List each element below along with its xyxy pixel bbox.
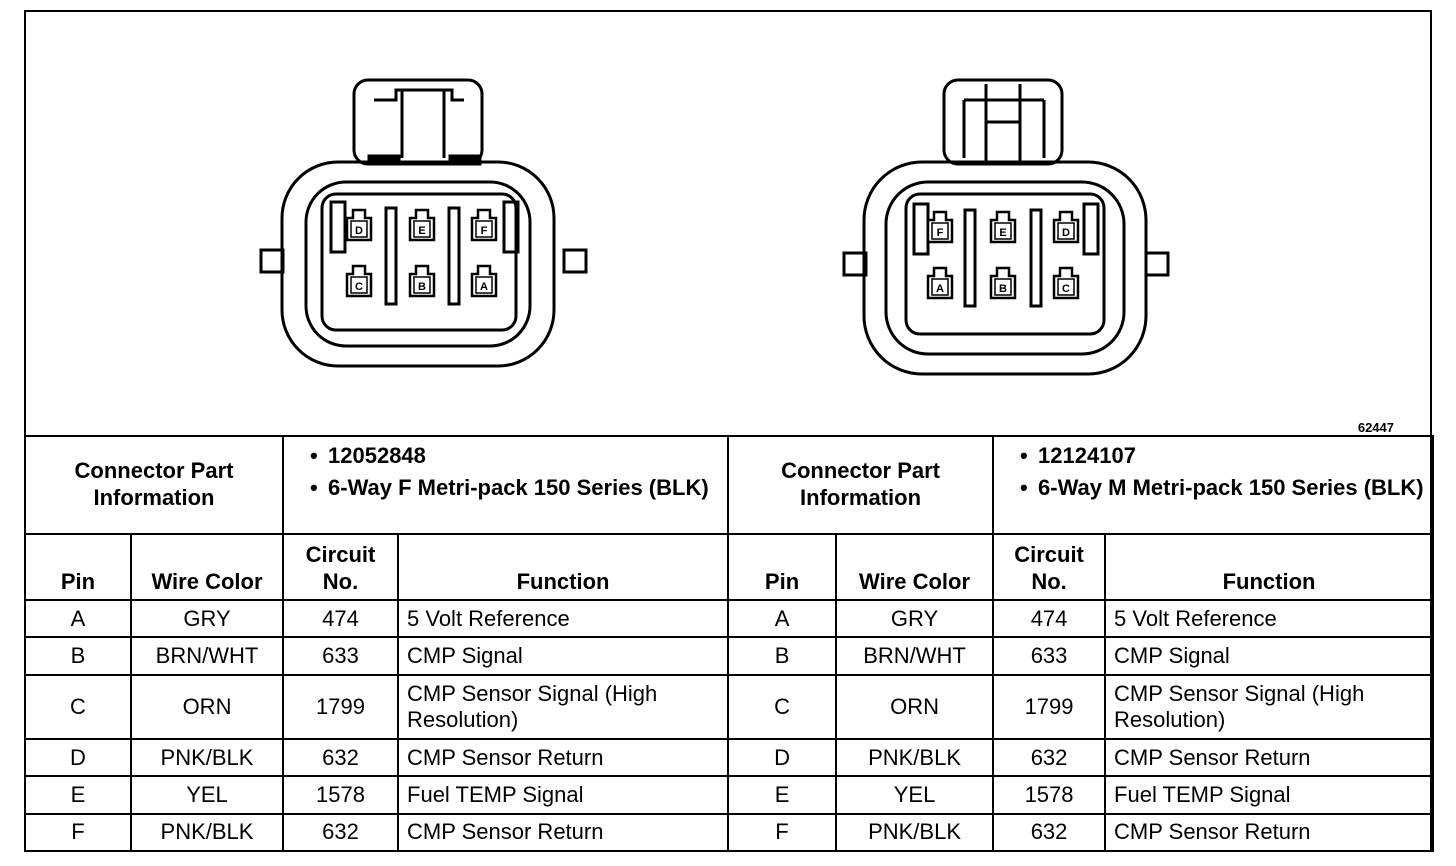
right-circuit-cell: 632	[993, 814, 1105, 851]
pin-cavity-f	[928, 212, 952, 242]
right-circuit-cell: 633	[993, 637, 1105, 674]
pin-cavity-d	[347, 210, 371, 240]
female-pin-cavities	[347, 210, 496, 296]
right-function-cell: CMP Sensor Return	[1105, 814, 1433, 851]
right-pin-cell: D	[728, 739, 836, 776]
right-wire-color-cell: YEL	[836, 776, 993, 813]
left-pin-cell: C	[25, 675, 131, 739]
left-circuit-cell: 1578	[283, 776, 398, 813]
table-row	[25, 739, 1433, 776]
part-number-left: • 12052848	[310, 443, 719, 469]
left-function-cell: CMP Sensor Return	[398, 739, 728, 776]
left-wire-color-cell: YEL	[131, 776, 283, 813]
left-circuit-cell: 632	[283, 814, 398, 851]
left-pin-cell: E	[25, 776, 131, 813]
right-pin-cell: C	[728, 675, 836, 739]
part-number-right: • 12124107	[1020, 443, 1424, 469]
pin-cavity-a	[472, 266, 496, 296]
right-function-cell: CMP Sensor Return	[1105, 739, 1433, 776]
left-pin-cell: A	[25, 600, 131, 637]
pin-cavity-b	[991, 268, 1015, 298]
table-row	[25, 675, 1433, 739]
right-function-cell: CMP Signal	[1105, 637, 1433, 674]
pin-cavity-b	[410, 266, 434, 296]
right-circuit-cell: 632	[993, 739, 1105, 776]
right-wire-color-cell: PNK/BLK	[836, 739, 993, 776]
connector-description-right: • 6-Way M Metri-pack 150 Series (BLK)	[1020, 475, 1424, 501]
pin-cavity-a	[928, 268, 952, 298]
right-circuit-cell: 1578	[993, 776, 1105, 813]
right-function-cell: 5 Volt Reference	[1105, 600, 1433, 637]
pin-label: D	[1062, 227, 1070, 239]
connector-description-left: • 6-Way F Metri-pack 150 Series (BLK)	[310, 475, 719, 501]
left-function-cell: CMP Signal	[398, 637, 728, 674]
col-header-pin-right: Pin	[728, 534, 836, 600]
left-wire-color-cell: ORN	[131, 675, 283, 739]
pin-label: A	[480, 281, 488, 293]
column-header-row	[25, 534, 1433, 600]
male-pin-cavities	[928, 212, 1078, 298]
pin-cavity-e	[410, 210, 434, 240]
left-function-cell: Fuel TEMP Signal	[398, 776, 728, 813]
left-circuit-cell: 1799	[283, 675, 398, 739]
right-function-cell: CMP Sensor Signal (High Resolution)	[1105, 675, 1433, 739]
left-wire-color-cell: BRN/WHT	[131, 637, 283, 674]
table-row	[25, 776, 1433, 813]
right-pin-cell: F	[728, 814, 836, 851]
pin-label: F	[936, 227, 944, 239]
left-wire-color-cell: GRY	[131, 600, 283, 637]
connector-info-header-right: Connector Part Information	[728, 436, 993, 534]
pin-cavity-c	[347, 266, 371, 296]
pin-label: F	[480, 225, 488, 237]
pin-label: E	[999, 227, 1007, 239]
pin-label: C	[1062, 283, 1070, 295]
left-function-cell: 5 Volt Reference	[398, 600, 728, 637]
pin-label: D	[355, 225, 363, 237]
pin-label: A	[936, 283, 944, 295]
col-header-circuit-left: Circuit No.	[283, 534, 398, 600]
figure-number: 62447	[1357, 420, 1394, 435]
col-header-function-right: Function	[1105, 534, 1433, 600]
right-wire-color-cell: GRY	[836, 600, 993, 637]
pin-cavity-f	[472, 210, 496, 240]
left-function-cell: CMP Sensor Return	[398, 814, 728, 851]
left-wire-color-cell: PNK/BLK	[131, 814, 283, 851]
left-pin-cell: D	[25, 739, 131, 776]
connector-info-header-left: Connector Part Information	[25, 436, 283, 534]
col-header-pin-left: Pin	[25, 534, 131, 600]
right-pin-cell: E	[728, 776, 836, 813]
pin-cavity-d	[1054, 212, 1078, 242]
connector-info-left	[283, 436, 728, 534]
left-pin-cell: F	[25, 814, 131, 851]
right-function-cell: Fuel TEMP Signal	[1105, 776, 1433, 813]
connector-illustration	[24, 10, 1432, 435]
table-row	[25, 637, 1433, 674]
right-circuit-cell: 474	[993, 600, 1105, 637]
col-header-circuit-right: Circuit No.	[993, 534, 1105, 600]
pin-label: B	[418, 281, 426, 293]
left-circuit-cell: 633	[283, 637, 398, 674]
table-row	[25, 814, 1433, 851]
pin-label: E	[418, 225, 426, 237]
pinout-table	[24, 435, 1434, 852]
col-header-wire-color-left: Wire Color	[131, 534, 283, 600]
right-wire-color-cell: PNK/BLK	[836, 814, 993, 851]
right-circuit-cell: 1799	[993, 675, 1105, 739]
pin-cavity-e	[991, 212, 1015, 242]
left-function-cell: CMP Sensor Signal (High Resolution)	[398, 675, 728, 739]
right-wire-color-cell: ORN	[836, 675, 993, 739]
left-pin-cell: B	[25, 637, 131, 674]
col-header-function-left: Function	[398, 534, 728, 600]
pin-rows	[25, 600, 1433, 851]
right-pin-cell: A	[728, 600, 836, 637]
col-header-wire-color-right: Wire Color	[836, 534, 993, 600]
left-circuit-cell: 632	[283, 739, 398, 776]
connector-info-row	[25, 436, 1433, 534]
connector-info-right	[993, 436, 1433, 534]
left-circuit-cell: 474	[283, 600, 398, 637]
connector-drawings	[24, 10, 1432, 435]
pin-label: C	[355, 281, 363, 293]
right-pin-cell: B	[728, 637, 836, 674]
pin-cavity-c	[1054, 268, 1078, 298]
left-wire-color-cell: PNK/BLK	[131, 739, 283, 776]
right-wire-color-cell: BRN/WHT	[836, 637, 993, 674]
table-row	[25, 600, 1433, 637]
pin-label: B	[999, 283, 1007, 295]
